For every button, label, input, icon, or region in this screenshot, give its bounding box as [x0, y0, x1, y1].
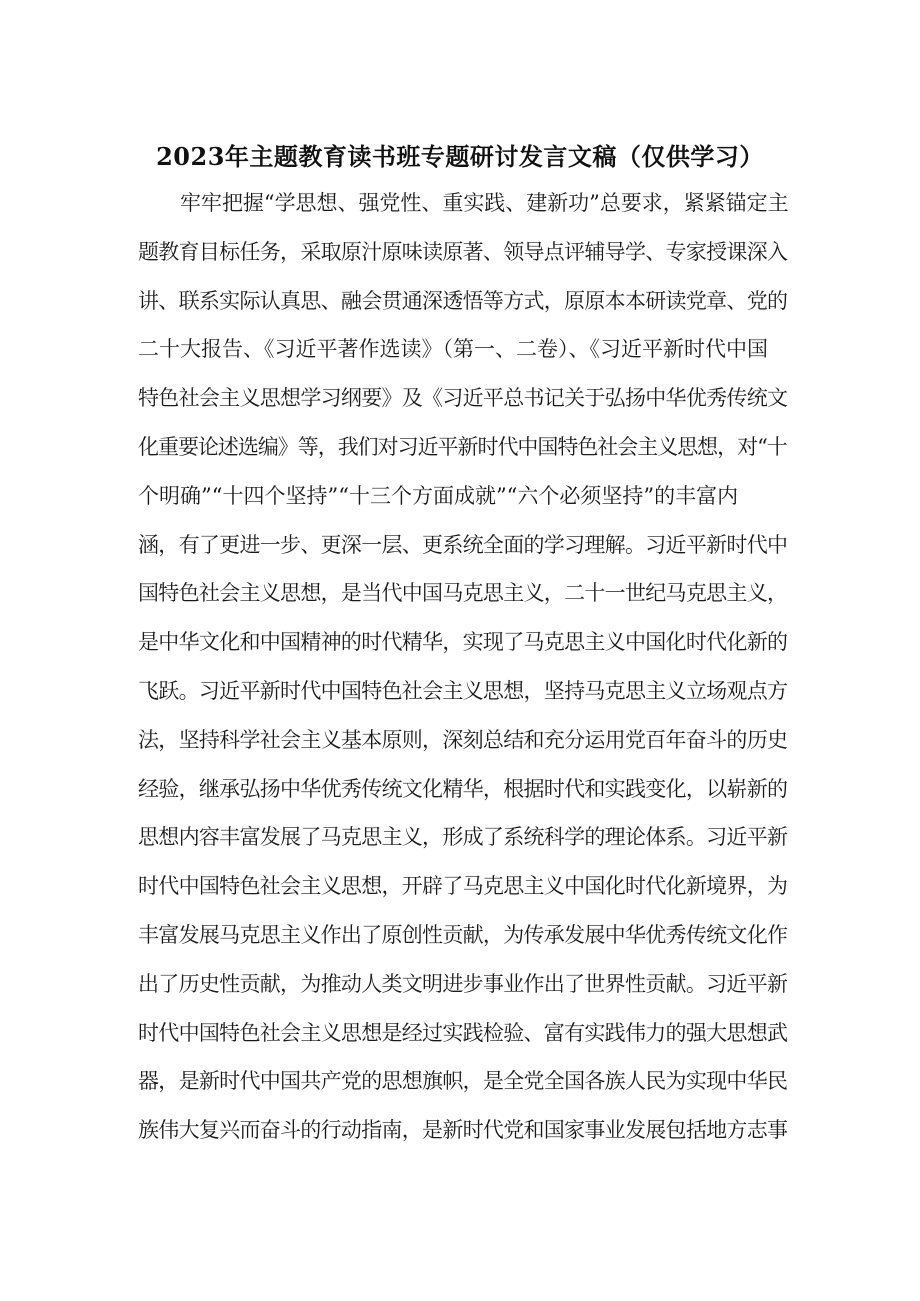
body-line-text: 化重要论述选编》等，我们对习近平新时代中国特色社会主义思想，对“十	[138, 434, 787, 459]
body-line	[138, 1110, 788, 1159]
body-line	[138, 915, 788, 964]
body-line	[138, 1061, 788, 1110]
body-line-text: 思想内容丰富发展了马克思主义，形成了系统科学的理论体系。习近平新	[138, 825, 788, 850]
body-line	[138, 866, 788, 915]
body-line	[138, 769, 788, 818]
body-line-text: 出了历史性贡献，为推动人类文明进步事业作出了世界性贡献。习近平新	[138, 971, 788, 996]
body-line-text: 法，坚持科学社会主义基本原则，深刻总结和充分运用党百年奋斗的历史	[138, 727, 788, 752]
body-line	[138, 817, 788, 866]
body-line	[138, 671, 788, 720]
body-line	[138, 329, 788, 378]
document-title: 2023年主题教育读书班专题研讨发言文稿（仅供学习）	[156, 142, 764, 171]
body-line	[138, 1013, 788, 1062]
body-line	[138, 573, 788, 622]
body-line-text: 是中华文化和中国精神的时代精华，实现了马克思主义中国化时代化新的	[138, 630, 788, 655]
body-line	[138, 281, 788, 330]
body-line-text: 时代中国特色社会主义思想是经过实践检验、富有实践伟力的强大思想武	[138, 1020, 788, 1045]
body-line-text: 涵，有了更进一步、更深一层、更系统全面的学习理解。习近平新时代中	[138, 532, 788, 557]
body-line	[138, 525, 788, 574]
body-line-text: 国特色社会主义思想，是当代中国马克思主义，二十一世纪马克思主义，	[138, 581, 788, 606]
body-line-text: 飞跃。习近平新时代中国特色社会主义思想，坚持马克思主义立场观点方	[138, 678, 788, 703]
body-line-text: 题教育目标任务，采取原汁原味读原著、领导点评辅导学、专家授课深入	[138, 239, 788, 264]
body-line	[138, 720, 788, 769]
body-line-text: 器，是新时代中国共产党的思想旗帜，是全党全国各族人民为实现中华民	[138, 1069, 788, 1094]
body-line	[138, 427, 788, 476]
body-line	[138, 476, 788, 525]
body-line-text: 特色社会主义思想学习纲要》及《习近平总书记关于弘扬中华优秀传统文	[138, 386, 788, 411]
body-line-text: 牢牢把握“学思想、强党性、重实践、建新功”总要求，紧紧锚定主	[180, 191, 789, 215]
body-line	[138, 183, 788, 232]
body-line-text: 时代中国特色社会主义思想，开辟了马克思主义中国化时代化新境界，为	[138, 874, 788, 899]
body-line	[138, 622, 788, 671]
body-line-text: 讲、联系实际认真思、融会贯通深透悟等方式，原原本本研读党章、党的	[138, 288, 788, 313]
body-line-text: 个明确”“十四个坚持”“十三个方面成就”“六个必须坚持”的丰富内	[138, 483, 739, 508]
body-line-text: 族伟大复兴而奋斗的行动指南，是新时代党和国家事业发展包括地方志事	[138, 1118, 788, 1143]
body-line-text: 二十大报告、《习近平著作选读》（第一、二卷）、《习近平新时代中国	[138, 337, 768, 362]
body-line-text: 丰富发展马克思主义作出了原创性贡献，为传承发展中华优秀传统文化作	[138, 922, 788, 947]
body-line-text: 经验，继承弘扬中华优秀传统文化精华，根据时代和实践变化，以崭新的	[138, 776, 788, 801]
body-line	[138, 378, 788, 427]
body-line	[138, 232, 788, 281]
body-line	[138, 964, 788, 1013]
document-body	[138, 183, 788, 1159]
